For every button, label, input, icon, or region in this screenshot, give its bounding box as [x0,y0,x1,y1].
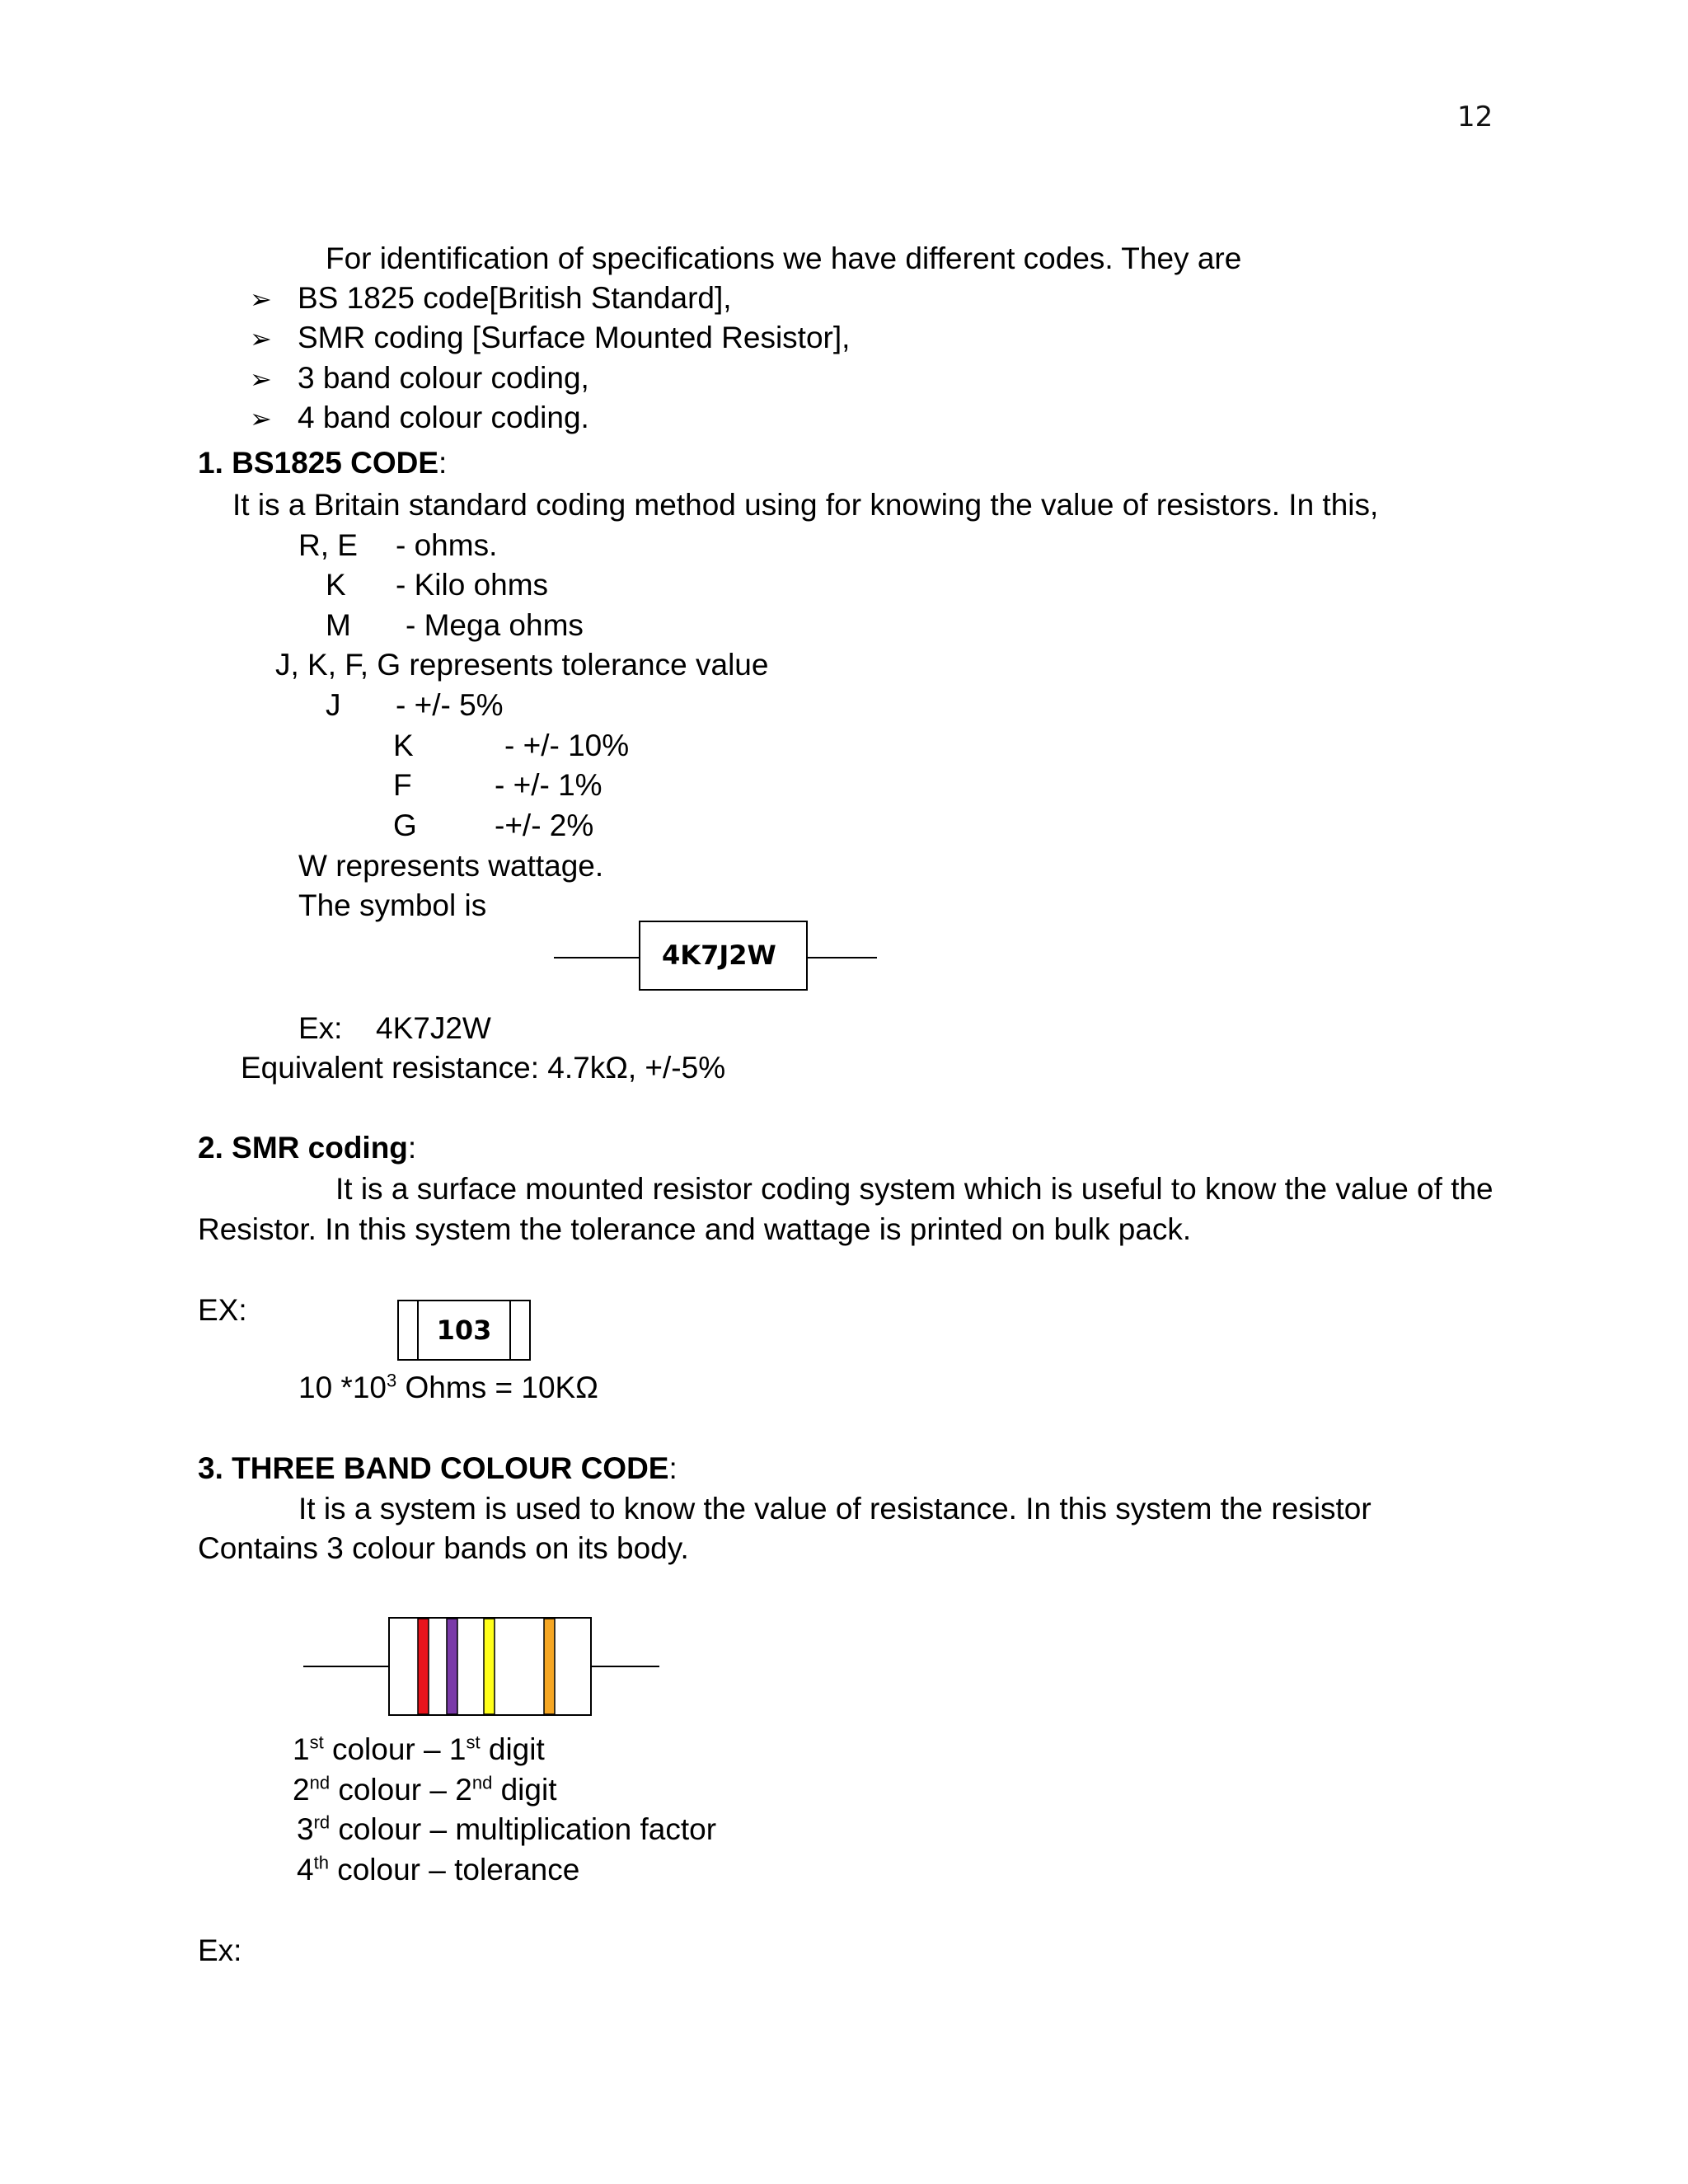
section2-description-line2: Resistor. In this system the tolerance and wattage is printed on bulk pack. [198,1212,1192,1246]
tolerance-key: F [393,768,412,802]
wattage-text: W represents wattage. [298,849,604,883]
bullet-item: ➢ SMR coding [Surface Mounted Resistor], [250,321,851,354]
section3-description-line1: It is a system is used to know the value of resistance. In this system the resistor [298,1492,1372,1526]
bullet-item: ➢ BS 1825 code[British Standard], [250,281,732,315]
tolerance-value: -+/- 2% [495,808,594,842]
arrow-bullet-icon: ➢ [250,323,272,354]
resistor-lead-left [554,957,640,958]
tolerance-value: - +/- 10% [504,729,630,762]
legend-item: 2nd colour – 2nd digit [293,1772,557,1807]
bullet-item: ➢ 4 band colour coding. [250,401,589,434]
tolerance-key: G [393,808,417,842]
tolerance-value: - +/- 5% [396,688,504,722]
legend-item: 3rd colour – multiplication factor [297,1811,717,1846]
resistor-lead-right [808,957,877,958]
example-code: 4K7J2W [376,1011,491,1045]
unit-key: M [326,608,351,642]
example-prefix: Ex: [298,1011,343,1045]
band-4 [544,1619,555,1714]
chip-terminal-right [509,1301,511,1359]
symbol-intro: The symbol is [298,888,487,922]
band-2 [447,1619,457,1714]
page-number: 12 [1457,101,1493,134]
chip-code: 103 [436,1314,492,1346]
legend-item: 1st colour – 1st digit [293,1732,545,1766]
tolerance-key: J [326,688,341,722]
colour-band-resistor [297,1611,668,1718]
section1-description: It is a Britain standard coding method using for knowing the value of resistors. In this, [232,488,1379,522]
smr-example-label: EX: [198,1293,247,1327]
bullet-item: ➢ 3 band colour coding, [250,361,589,395]
legend-item: 4th colour – tolerance [297,1852,580,1886]
unit-value: - Kilo ohms [396,568,549,602]
tolerance-intro: J, K, F, G represents tolerance value [275,648,769,682]
unit-key: K [326,568,346,602]
section2-heading: 2. SMR coding: [198,1131,417,1165]
band-3 [484,1619,495,1714]
bs1825-resistor-symbol: 4K7J2W [639,921,808,991]
section3-description-line2: Contains 3 colour bands on its body. [198,1531,689,1565]
tolerance-key: K [393,729,414,762]
unit-key: R, E [298,528,358,562]
unit-value: - Mega ohms [406,608,584,642]
smr-formula: 10 $*10^3$ Ohms = 10KΩ [298,1370,598,1404]
band-1 [418,1619,429,1714]
arrow-bullet-icon: ➢ [250,403,272,434]
section3-heading: 3. THREE BAND COLOUR CODE: [198,1451,678,1485]
section2-description-line1: It is a surface mounted resistor coding system which is useful to know the value of the [335,1172,1493,1206]
arrow-bullet-icon: ➢ [250,284,272,315]
smr-chip-symbol [397,1300,531,1361]
equivalent-resistance: Equivalent resistance: 4.7kΩ, +/-5% [241,1051,726,1085]
tolerance-value: - +/- 1% [495,768,603,802]
section3-example-label: Ex: [198,1933,242,1967]
arrow-bullet-icon: ➢ [250,363,272,395]
section1-heading: 1. BS1825 CODE: [198,446,448,480]
unit-value: - ohms. [396,528,498,562]
intro-text: For identification of specifications we have different codes. They are [326,241,1242,275]
